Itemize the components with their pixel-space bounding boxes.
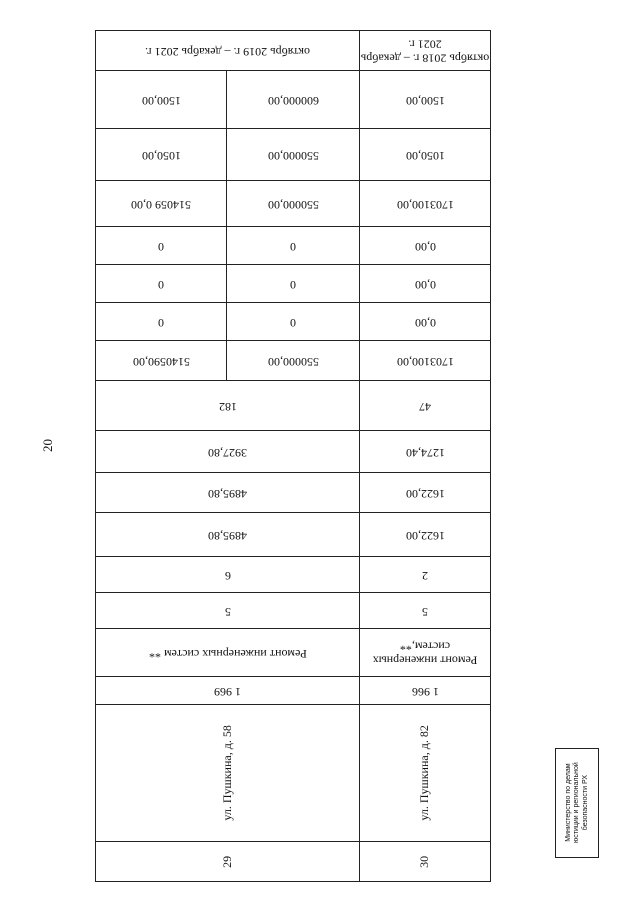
- cell-r9-right: 1274,40: [360, 431, 491, 473]
- cell-r5-b: 0: [227, 265, 360, 303]
- cell-period-right: октябрь 2018 г. – декабрь 2021 г.: [360, 31, 491, 71]
- cell-r14-right: Ремонт инженерных систем,**: [360, 629, 491, 677]
- row-2: [96, 129, 491, 181]
- cell-r12-right: 2: [360, 557, 491, 593]
- cell-r13-right: 5: [360, 593, 491, 629]
- row-11: [96, 513, 491, 557]
- cell-r15-right: 1 966: [360, 677, 491, 705]
- cell-r6-a: 0: [96, 303, 227, 341]
- cell-r13-left: 5: [96, 593, 360, 629]
- cell-r3-a: 514059 0,00: [96, 181, 227, 227]
- cell-period-left: октябрь 2019 г. – декабрь 2021 г.: [96, 31, 360, 71]
- cell-r7-right: 1703100,00: [360, 341, 491, 381]
- cell-r12-left: 6: [96, 557, 360, 593]
- cell-r5-a: 0: [96, 265, 227, 303]
- row-1: [96, 71, 491, 129]
- cell-r14-left: Ремонт инженерных систем **: [96, 629, 360, 677]
- cell-r6-right: 0,00: [360, 303, 491, 341]
- row-12: [96, 557, 491, 593]
- page-number: 20: [40, 439, 55, 452]
- cell-r3-b: 550000,00: [227, 181, 360, 227]
- row-8: [96, 381, 491, 431]
- cell-r3-right: 1703100,00: [360, 181, 491, 227]
- cell-r10-right: 1622,00: [360, 473, 491, 513]
- row-10: [96, 473, 491, 513]
- cell-r2-right: 1050,00: [360, 129, 491, 181]
- row-7: [96, 341, 491, 381]
- register-table: [95, 30, 491, 882]
- cell-r7-a: 5140590,00: [96, 341, 227, 381]
- cell-r10-left: 4895,80: [96, 473, 360, 513]
- cell-r6-b: 0: [227, 303, 360, 341]
- cell-r11-right: 1622,00: [360, 513, 491, 557]
- row-15: [96, 677, 491, 705]
- row-5: [96, 265, 491, 303]
- cell-r1-right: 1500,00: [360, 71, 491, 129]
- row-number: [96, 842, 491, 882]
- cell-r7-b: 550000,00: [227, 341, 360, 381]
- row-4: [96, 227, 491, 265]
- cell-number-left: 29: [96, 842, 360, 882]
- cell-r8-left: 182: [96, 381, 360, 431]
- cell-r8-right: 47: [360, 381, 491, 431]
- cell-r9-left: 3927,80: [96, 431, 360, 473]
- cell-address-right: ул. Пушкина, д. 82: [360, 705, 491, 842]
- cell-r1-b: 600000,00: [227, 71, 360, 129]
- cell-number-right: 30: [360, 842, 491, 882]
- row-3: [96, 181, 491, 227]
- cell-r11-left: 4895,80: [96, 513, 360, 557]
- stamp-line-3: безопасности РХ: [581, 775, 589, 831]
- stamp-line-1: Министерство по делам: [564, 763, 572, 843]
- cell-address-left: ул. Пушкина, д. 58: [96, 705, 360, 842]
- row-6: [96, 303, 491, 341]
- cell-r15-left: 1 969: [96, 677, 360, 705]
- stamp-text: [564, 763, 589, 844]
- cell-r2-a: 1050,00: [96, 129, 227, 181]
- ministry-stamp: [555, 748, 599, 858]
- row-address: [96, 705, 491, 842]
- row-period: [96, 31, 491, 71]
- cell-r1-a: 1500,00: [96, 71, 227, 129]
- cell-r4-b: 0: [227, 227, 360, 265]
- cell-r4-a: 0: [96, 227, 227, 265]
- row-14: [96, 629, 491, 677]
- cell-r5-right: 0,00: [360, 265, 491, 303]
- cell-r2-b: 550000,00: [227, 129, 360, 181]
- cell-r4-right: 0,00: [360, 227, 491, 265]
- row-9: [96, 431, 491, 473]
- stamp-line-2: юстиции и региональной: [572, 762, 580, 844]
- row-13: [96, 593, 491, 629]
